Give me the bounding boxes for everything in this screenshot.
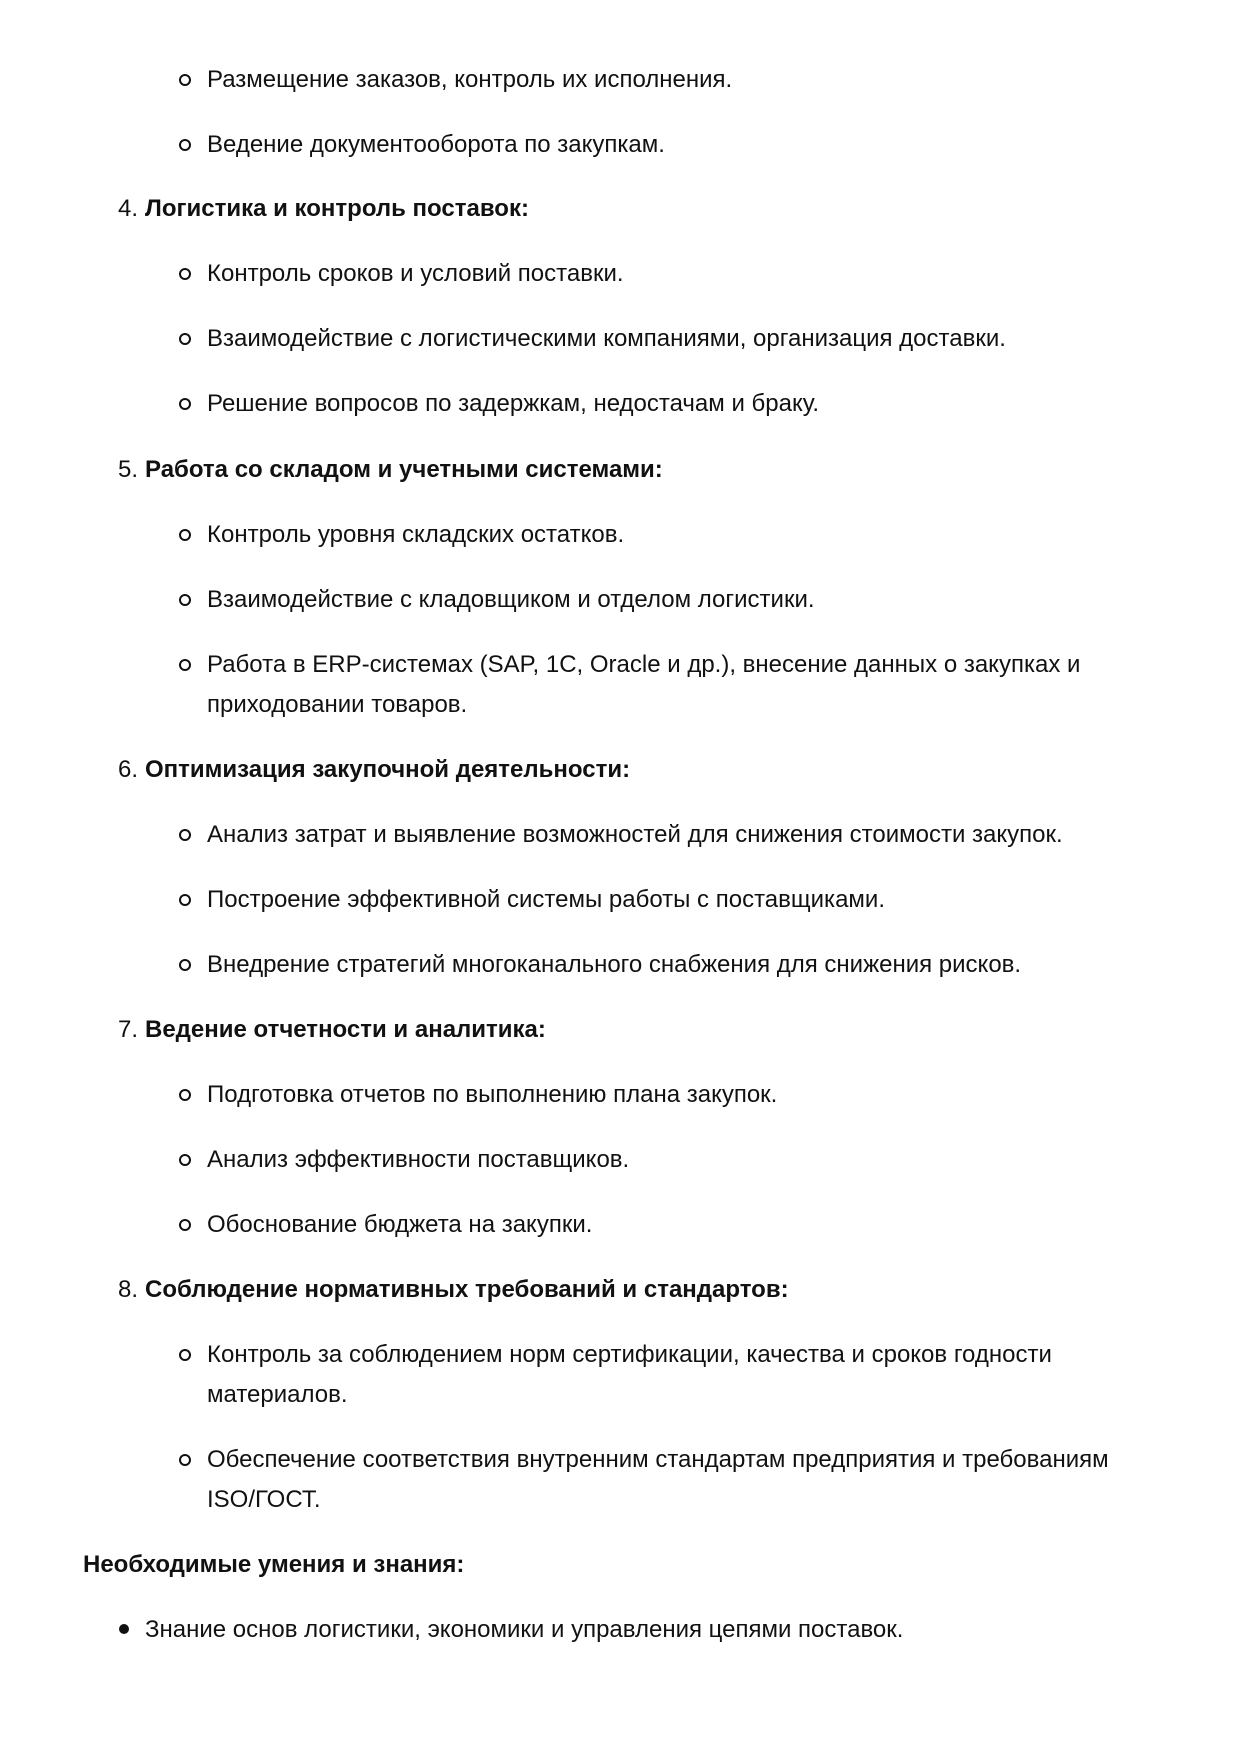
list-item: Контроль уровня складских остатков. (207, 521, 625, 548)
bullet-icon (179, 894, 191, 906)
list-item: Построение эффективной системы работы с поставщиками. (207, 886, 885, 913)
list-item-continuation: приходовании товаров. (207, 691, 468, 718)
section-number: 7. (118, 1016, 139, 1043)
bullet-icon (179, 268, 191, 280)
section-title: Соблюдение нормативных требований и стандартов: (145, 1276, 789, 1303)
bullet-icon (179, 139, 191, 151)
skills-heading: Необходимые умения и знания: (83, 1551, 465, 1578)
list-item: Работа в ERP-системах (SAP, 1С, Oracle и др.), внесение данных о закупках и (207, 651, 1081, 678)
bullet-icon (179, 659, 191, 671)
list-item: Контроль за соблюдением норм сертификации, качества и сроков годности (207, 1341, 1052, 1368)
list-item: Взаимодействие с кладовщиком и отделом логистики. (207, 586, 815, 613)
list-item: Ведение документооборота по закупкам. (207, 131, 665, 158)
section-number: 8. (118, 1276, 139, 1303)
bullet-icon (179, 1454, 191, 1466)
bullet-icon (179, 398, 191, 410)
section-title: Оптимизация закупочной деятельности: (145, 756, 631, 783)
list-item: Анализ затрат и выявление возможностей для снижения стоимости закупок. (207, 821, 1063, 848)
bullet-icon (179, 829, 191, 841)
list-item-continuation: материалов. (207, 1381, 348, 1408)
list-item: Взаимодействие с логистическими компаниями, организация доставки. (207, 325, 1006, 352)
list-item: Обеспечение соответствия внутренним стандартам предприятия и требованиям (207, 1446, 1109, 1473)
list-item: Подготовка отчетов по выполнению плана закупок. (207, 1081, 778, 1108)
section-number: 4. (118, 195, 139, 222)
list-item: Контроль сроков и условий поставки. (207, 260, 624, 287)
bullet-icon (179, 1154, 191, 1166)
list-item: Решение вопросов по задержкам, недостачам и браку. (207, 390, 819, 417)
section-title: Работа со складом и учетными системами: (145, 456, 663, 483)
list-item: Размещение заказов, контроль их исполнения. (207, 66, 733, 93)
list-item: Анализ эффективности поставщиков. (207, 1146, 630, 1173)
bullet-icon (179, 1089, 191, 1101)
bullet-icon (179, 594, 191, 606)
section-number: 6. (118, 756, 139, 783)
bullet-icon (179, 1349, 191, 1361)
list-item-continuation: ISO/ГОСТ. (207, 1486, 321, 1513)
list-item: Обоснование бюджета на закупки. (207, 1211, 593, 1238)
bullet-icon (119, 1624, 129, 1634)
bullet-icon (179, 74, 191, 86)
section-number: 5. (118, 456, 139, 483)
bullet-icon (179, 1219, 191, 1231)
section-title: Логистика и контроль поставок: (145, 195, 529, 222)
list-item: Знание основ логистики, экономики и управления цепями поставок. (145, 1616, 904, 1643)
bullet-icon (179, 529, 191, 541)
list-item: Внедрение стратегий многоканального снабжения для снижения рисков. (207, 951, 1022, 978)
bullet-icon (179, 959, 191, 971)
section-title: Ведение отчетности и аналитика: (145, 1016, 546, 1043)
bullet-icon (179, 333, 191, 345)
